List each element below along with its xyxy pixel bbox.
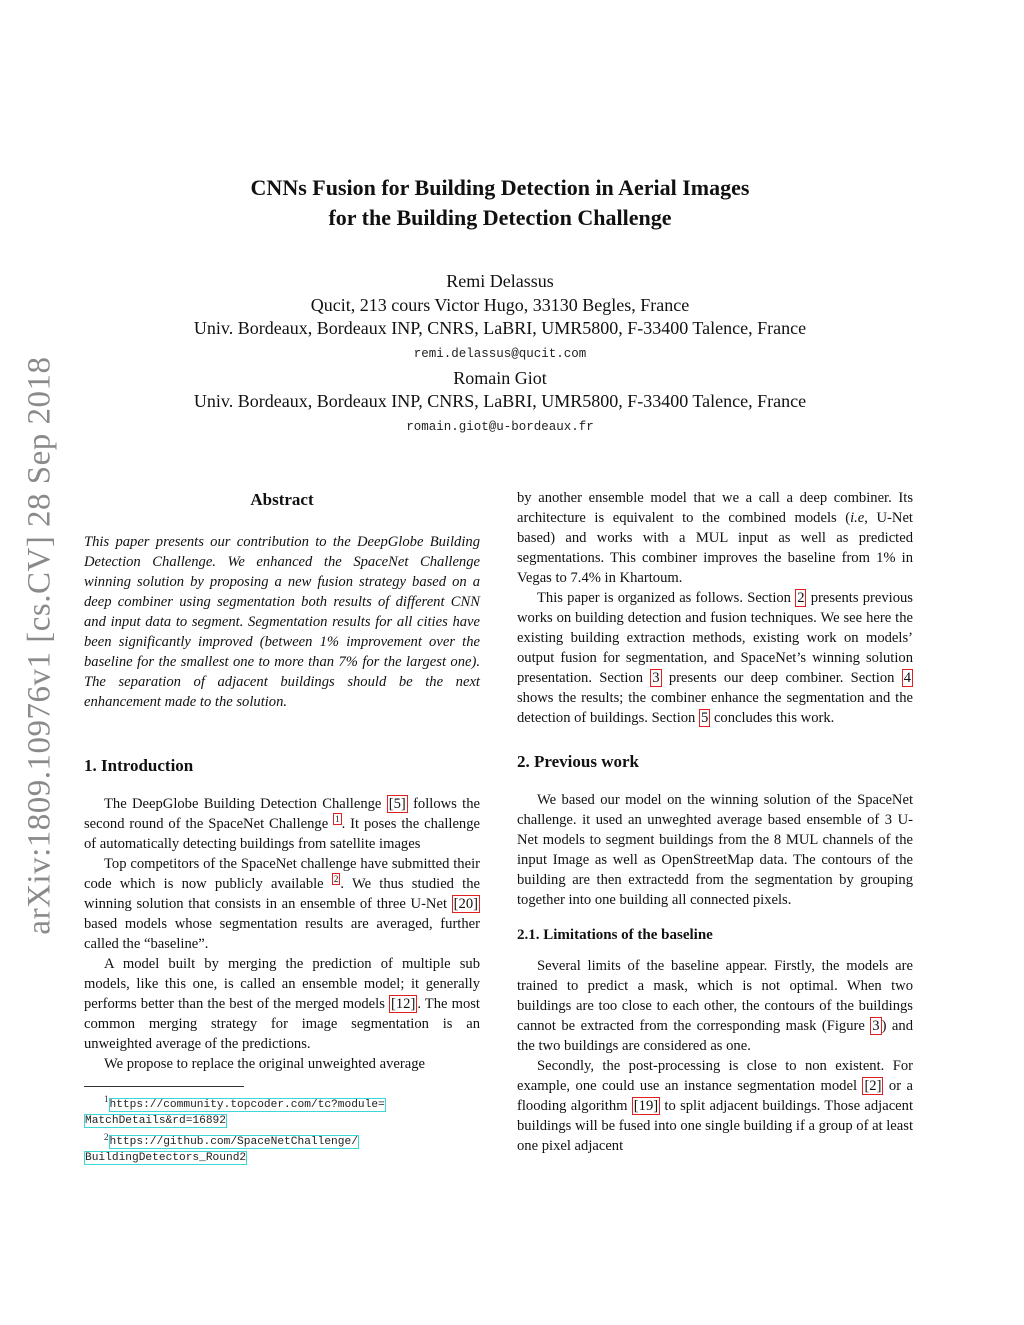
author-block (100, 270, 900, 440)
footnote-marker[interactable]: 1 (335, 814, 340, 825)
limitations-paragraph-1: Several limits of the baseline appear. Firstly, the models are trained to predict a mask, which is not optimal. When two buildings are too close to each other, the contours of the buildings cannot be extracted from the corresponding mask (Figure 3 ) and the two buildings are considered as one. (517, 958, 913, 1054)
citation-link[interactable]: [19] (633, 1098, 659, 1114)
author-2-affiliation: Univ. Bordeaux, Bordeaux INP, CNRS, LaBRI, UMR5800, F-33400 Talence, France (193, 391, 807, 411)
previous-work-heading: 2. Previous work (517, 752, 639, 771)
citation-link[interactable]: [20] (453, 896, 478, 912)
arxiv-stamp (16, 350, 64, 940)
intro-paragraph-4: We propose to replace the original unweighted average (104, 1056, 425, 1072)
limitations-heading: 2.1. Limitations of the baseline (517, 927, 713, 943)
title-line-1: CNNs Fusion for Building Detection in Aerial Images (250, 175, 750, 200)
citation-link[interactable]: [12] (390, 996, 416, 1012)
author-1-affiliation-2: Univ. Bordeaux, Bordeaux INP, CNRS, LaBRI, UMR5800, F-33400 Talence, France (193, 318, 807, 338)
paper-title (120, 173, 880, 233)
limitations-paragraph-2: Secondly, the post-processing is close to non existent. For example, one could use an instance segmentation model [2] or a flooding algorithm [19] to split adjacent buildings. Those adjacent buildings will be fused into one single building if a group of at least one pixel adjacent (517, 1058, 913, 1154)
author-1-affiliation-1: Qucit, 213 cours Victor Hugo, 33130 Begles, France (310, 294, 690, 315)
footnote-url-link[interactable]: MatchDetails&rd=16892 (85, 1114, 226, 1127)
title-line-2: for the Building Detection Challenge (328, 205, 672, 230)
footnote-url-link[interactable]: https://community.topcoder.com/tc?module= (109, 1098, 385, 1111)
right-column (517, 488, 913, 1156)
figure-link[interactable]: 3 (872, 1018, 880, 1034)
left-column (84, 488, 480, 1166)
footnote-url-link[interactable]: BuildingDetectors_Round2 (85, 1152, 247, 1165)
author-1-email[interactable]: remi.delassus@qucit.com (413, 346, 587, 361)
citation-link[interactable]: [2] (864, 1078, 882, 1094)
intro-paragraph-1: The DeepGlobe Building Detection Challenge [5] follows the second round of the SpaceNet Challenge $^1$ . It poses the challenge of automatically detecting buildings from satellite images (84, 796, 481, 852)
section-link[interactable]: 3 (652, 670, 660, 686)
abstract-text: This paper presents our contribution to the DeepGlobe Building Detection Challenge. We enhanced the SpaceNet Challenge winning solution by proposing a new fusion strategy based on a deep combiner using segmentation both results of different CNN and input data to segment. Segmentation results for all cities have been significantly improved (between 1% improvement over the baseline for the smallest one to more than 7% for the largest one). The separation of adjacent buildings should be the next enhancement made to the solution. (84, 534, 480, 710)
footnote-rule (84, 1086, 244, 1087)
arxiv-identifier: arXiv:1809.10976v1 [cs.CV] 28 Sep 2018 (21, 355, 58, 935)
section-link[interactable]: 2 (797, 590, 805, 606)
author-2-email[interactable]: romain.giot@u-bordeaux.fr (406, 419, 594, 434)
intro-continuation-paragraph: by another ensemble model that we a call a deep combiner. Its architecture is equivalent to the combined models (i.e, U-Net based) and works with a MUL input as well as predicted segmentations. This combiner improves the baseline from 1% in Vegas to 7.4% in Khartoum. (517, 490, 913, 586)
intro-paragraph-3: A model built by merging the prediction of multiple sub models, like this one, is called an ensemble model; it generally performs better than the best of the merged models [12] . The most common merging strategy for image segmentation is an unweighted average of the predictions. (84, 956, 480, 1052)
footnote-1: $^1$https://community.topcoder.com/tc?module= MatchDetails&rd=16892 (85, 1094, 385, 1127)
introduction-heading: 1. Introduction (84, 756, 194, 775)
section-link[interactable]: 4 (903, 670, 911, 686)
author-1-name: Remi Delassus (446, 271, 554, 291)
author-2-name: Romain Giot (453, 367, 547, 388)
intro-paragraph-2: Top competitors of the SpaceNet challenge have submitted their code which is now publicly available $^2$ . We thus studied the winning solution that consists in an ensemble of three U-Net [20] based models whose segmentation results are averaged, further called the “baseline”. (84, 856, 481, 952)
previous-work-paragraph: We based our model on the winning solution of the SpaceNet challenge. it used an unweghted average based ensemble of 3 U-Net models to segment buildings from the 8 MUL channels of the input Image as well as OpenStreetMap data. The contours of the building are then extractedd from the segmentation by grouping together into one building all connected pixels. (517, 792, 913, 908)
paper-organization-paragraph: This paper is organized as follows. Section 2 presents previous works on building detection and fusion techniques. We see here the existing building extraction methods, existing work on models’ output fusion for segmentation, and SpaceNet’s winning solution presentation. Section 3 presents our deep combiner. Section 4 shows the results; the combiner enhance the segmentation and the detection of buildings. Section 5 concludes this work. (517, 590, 913, 726)
abstract-heading: Abstract (250, 490, 314, 509)
footnote-marker[interactable]: 2 (333, 874, 339, 885)
footnote-url-link[interactable]: https://github.com/SpaceNetChallenge/ (109, 1136, 358, 1149)
citation-link[interactable]: [5] (388, 796, 406, 812)
footnote-2: $^2$https://github.com/SpaceNetChallenge/ BuildingDetectors_Round2 (85, 1131, 358, 1165)
section-link[interactable]: 5 (701, 710, 709, 726)
